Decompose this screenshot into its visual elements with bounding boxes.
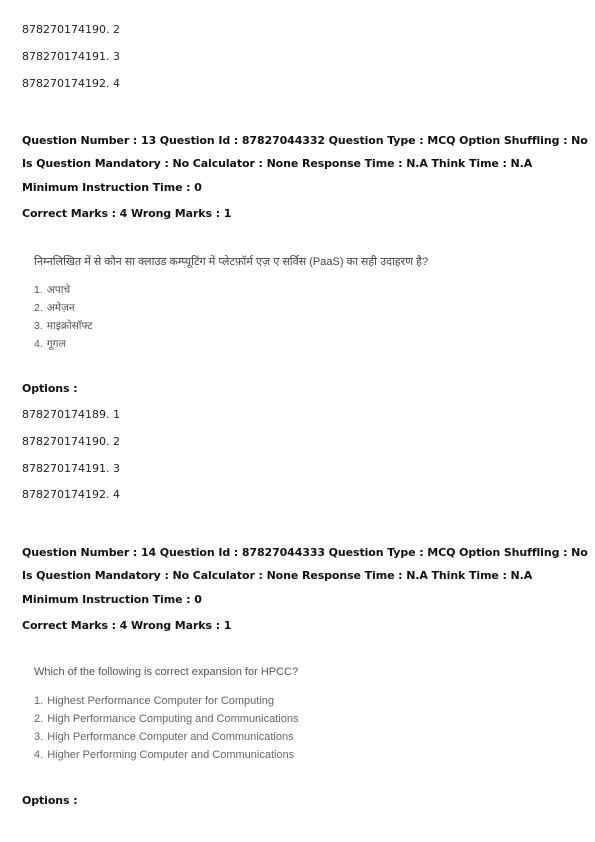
q14-marks: Correct Marks : 4 Wrong Marks : 1 <box>22 619 232 632</box>
option-line: 878270174192. 4 <box>22 77 120 90</box>
option-line: 878270174190. 2 <box>22 23 120 36</box>
q13-meta-line-1: Question Number : 13 Question Id : 87827044332 Question Type : MCQ Option Shuffling : No <box>22 134 588 147</box>
choice-text: High Performance Computer and Communications <box>47 731 294 743</box>
q13-meta-line-2: Is Question Mandatory : No Calculator : None Response Time : N.A Think Time : N.A <box>22 157 533 170</box>
q14-choice-3 <box>34 731 294 743</box>
q13-marks: Correct Marks : 4 Wrong Marks : 1 <box>22 207 232 220</box>
q14-choice-2 <box>34 713 298 725</box>
choice-text: माइक्रोसॉफ्ट <box>46 320 93 332</box>
choice-number: 1. <box>34 695 44 707</box>
q13-options-label: Options : <box>22 382 78 395</box>
q14-meta-line-1: Question Number : 14 Question Id : 87827044333 Question Type : MCQ Option Shuffling : No <box>22 546 588 559</box>
option-line: 878270174190. 2 <box>22 435 120 448</box>
choice-text: अमेज़न <box>46 302 75 314</box>
choice-text: High Performance Computing and Communications <box>47 713 299 725</box>
q13-choice-2 <box>34 301 75 315</box>
q14-meta-line-2: Is Question Mandatory : No Calculator : None Response Time : N.A Think Time : N.A <box>22 569 533 582</box>
choice-number: 4. <box>34 749 44 761</box>
option-line: 878270174192. 4 <box>22 488 120 501</box>
choice-text: गूगल <box>46 338 66 350</box>
q14-options-label: Options : <box>22 794 78 807</box>
option-line: 878270174191. 3 <box>22 50 120 63</box>
choice-text: Higher Performing Computer and Communications <box>47 749 295 761</box>
q13-choice-4 <box>34 337 66 351</box>
q14-choice-4 <box>34 749 294 761</box>
choice-number: 4. <box>34 338 43 350</box>
q13-meta-line-3: Minimum Instruction Time : 0 <box>22 181 202 194</box>
choice-number: 2. <box>34 713 44 725</box>
q14-meta-line-3: Minimum Instruction Time : 0 <box>22 593 202 606</box>
choice-number: 1. <box>34 284 43 296</box>
q14-question-text: Which of the following is correct expansion for HPCC? <box>34 666 299 678</box>
option-line: 878270174189. 1 <box>22 408 120 421</box>
choice-number: 3. <box>34 320 43 332</box>
option-line: 878270174191. 3 <box>22 462 120 475</box>
choice-text: अपाचे <box>46 284 71 296</box>
q13-choice-3 <box>34 319 93 333</box>
q14-choice-1 <box>34 695 274 707</box>
choice-number: 3. <box>34 731 44 743</box>
choice-text: Highest Performance Computer for Computing <box>47 695 275 707</box>
q13-question-text: निम्नलिखित में से कौन सा क्लाउड कम्प्यूटिंग में प्लेटफ़ॉर्म एज़ ए सर्विस (PaaS) का सही उदाहरण है? <box>34 256 429 268</box>
choice-number: 2. <box>34 302 43 314</box>
q13-choice-1 <box>34 283 70 297</box>
